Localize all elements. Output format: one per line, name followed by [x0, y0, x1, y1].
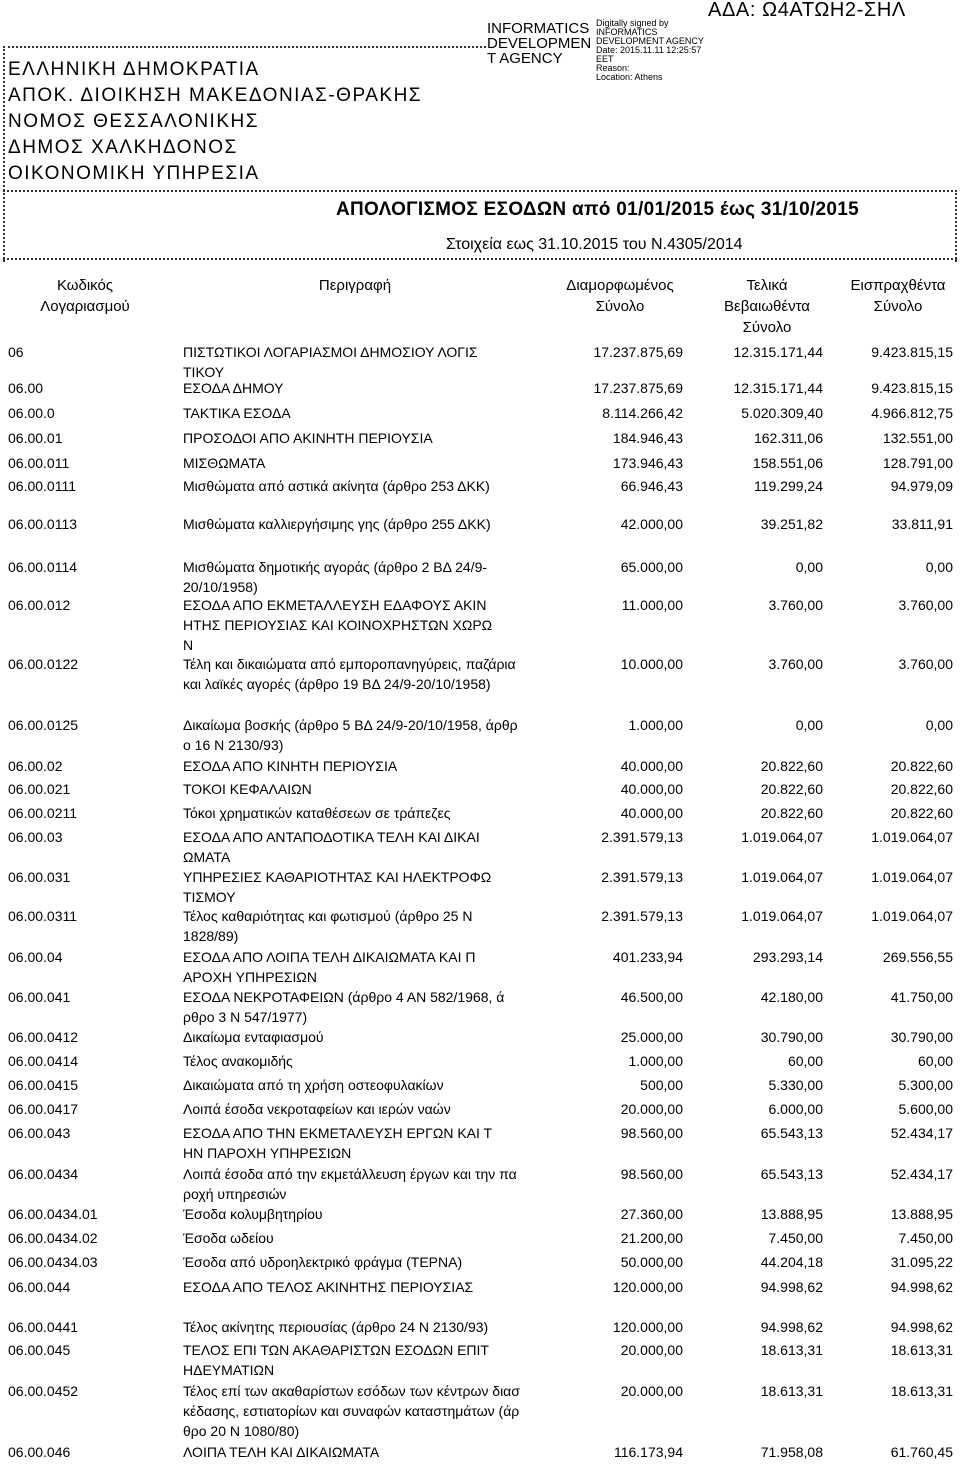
certified-total: 12.315.171,44 — [733, 344, 823, 360]
account-description — [183, 1277, 473, 1297]
table-row — [0, 906, 960, 944]
table-row — [0, 827, 960, 865]
account-code: 06.00.0434.02 — [8, 1230, 98, 1246]
column-header-collected — [851, 275, 946, 317]
budgeted-total: 173.946,43 — [612, 455, 683, 471]
account-code: 06.00.021 — [8, 781, 71, 797]
account-code: 06.00.03 — [8, 829, 63, 845]
account-code: 06.00.01 — [8, 430, 63, 446]
description-line: ρθρο 3 Ν 547/1977) — [183, 1009, 308, 1025]
account-description — [183, 1123, 492, 1163]
budgeted-total: 46.500,00 — [620, 989, 683, 1005]
budgeted-total: 20.000,00 — [620, 1342, 683, 1358]
collected-total: 132.551,00 — [882, 430, 953, 446]
budgeted-total: 17.237.875,69 — [593, 380, 683, 396]
column-header-line: Λογαριασμού — [40, 298, 130, 315]
collected-total: 269.556,55 — [882, 949, 953, 965]
description-line: Ν — [183, 637, 194, 653]
description-line: Δικαίωμα βοσκής (άρθρο 5 ΒΔ 24/9-20/10/1958, άρθρ — [183, 717, 518, 733]
table-row — [0, 428, 960, 448]
account-description — [183, 1228, 274, 1248]
collected-total: 20.822,60 — [890, 758, 953, 774]
certified-total: 65.543,13 — [760, 1125, 823, 1141]
certified-total: 65.543,13 — [760, 1166, 823, 1182]
account-description — [183, 947, 475, 987]
dotted-rule — [3, 258, 957, 260]
budgeted-total: 98.560,00 — [620, 1166, 683, 1182]
budgeted-total: 1.000,00 — [628, 717, 683, 733]
collected-total: 20.822,60 — [890, 805, 953, 821]
account-description — [183, 654, 516, 694]
account-code: 06.00.0434.01 — [8, 1206, 98, 1222]
account-description — [183, 779, 312, 799]
certified-total: 71.958,08 — [760, 1444, 823, 1460]
issuer-line: ΕΛΛΗΝΙΚΗ ΔΗΜΟΚΡΑΤΙΑ — [8, 59, 260, 80]
column-header-line: Βεβαιωθέντα — [724, 298, 810, 315]
account-code: 06.00.0434.03 — [8, 1254, 98, 1270]
account-code: 06.00.0441 — [8, 1319, 79, 1335]
account-description — [183, 1051, 293, 1071]
account-description — [183, 1027, 324, 1047]
table-row — [0, 595, 960, 653]
table-row — [0, 378, 960, 398]
certified-total: 20.822,60 — [760, 781, 823, 797]
account-code: 06.00.012 — [8, 597, 71, 613]
budgeted-total: 10.000,00 — [620, 656, 683, 672]
certified-total: 12.315.171,44 — [733, 380, 823, 396]
signature-signer-line: DEVELOPMEN — [487, 35, 592, 52]
budgeted-total: 65.000,00 — [620, 559, 683, 575]
collected-total: 94.998,62 — [890, 1319, 953, 1335]
signature-detail-line: Location: Athens — [596, 72, 663, 82]
budgeted-total: 20.000,00 — [620, 1383, 683, 1399]
account-code: 06.00.0113 — [8, 516, 78, 532]
table-row — [0, 987, 960, 1025]
account-description — [183, 906, 472, 946]
certified-total: 1.019.064,07 — [741, 869, 823, 885]
certified-total: 18.613,31 — [760, 1383, 823, 1399]
account-description — [183, 476, 490, 496]
certified-total: 20.822,60 — [760, 805, 823, 821]
budgeted-total: 40.000,00 — [620, 805, 683, 821]
description-line: ΕΣΟΔΑ ΑΠΟ ΚΙΝΗΤΗ ΠΕΡΙΟΥΣΙΑ — [183, 758, 398, 774]
certified-total: 20.822,60 — [760, 758, 823, 774]
signature-detail-line: EET — [596, 54, 614, 64]
certified-total: 119.299,24 — [753, 478, 823, 494]
budgeted-total: 2.391.579,13 — [601, 829, 683, 845]
table-row — [0, 1123, 960, 1161]
collected-total: 52.434,17 — [890, 1166, 953, 1182]
collected-total: 5.600,00 — [898, 1101, 953, 1117]
description-line: ΗΔΕΥΜΑΤΙΩΝ — [183, 1362, 275, 1378]
signature-signer-line: INFORMATICS — [487, 20, 590, 37]
column-header-certified — [724, 275, 810, 338]
issuer-line: ΔΗΜΟΣ ΧΑΛΚΗΔΟΝΟΣ — [8, 137, 238, 158]
description-line: ο 16 Ν 2130/93) — [183, 737, 284, 753]
signature-detail-line: Digitally signed by — [596, 18, 669, 28]
account-code: 06.00.044 — [8, 1279, 71, 1295]
ada-identifier: ΑΔΑ: Ω4ΑΤΩΗ2-ΣΗΛ — [708, 0, 906, 21]
table-row — [0, 1027, 960, 1047]
description-line: ΥΠΗΡΕΣΙΕΣ ΚΑΘΑΡΙΟΤΗΤΑΣ ΚΑΙ ΗΛΕΚΤΡΟΦΩ — [183, 869, 492, 885]
account-description — [183, 715, 518, 755]
budgeted-total: 50.000,00 — [620, 1254, 683, 1270]
table-row — [0, 715, 960, 753]
certified-total: 5.330,00 — [768, 1077, 823, 1093]
collected-total: 0,00 — [925, 717, 953, 733]
digital-signature-details — [596, 19, 704, 82]
account-description — [183, 1099, 451, 1119]
table-row — [0, 514, 960, 534]
collected-total: 7.450,00 — [898, 1230, 953, 1246]
budgeted-total: 11.000,00 — [621, 597, 683, 613]
collected-total: 31.095,22 — [890, 1254, 953, 1270]
table-row — [0, 557, 960, 595]
column-header-line: Κωδικός — [56, 277, 114, 294]
collected-total: 128.791,00 — [882, 455, 953, 471]
account-description — [183, 557, 487, 597]
account-code: 06.00.02 — [8, 758, 63, 774]
column-header-line: Εισπραχθέντα — [850, 277, 946, 294]
table-row — [0, 1442, 960, 1462]
budgeted-total: 1.000,00 — [628, 1053, 683, 1069]
account-description — [183, 1381, 520, 1441]
description-line: Έσοδα από υδροηλεκτρικό φράγμα (ΤΕΡΝΑ) — [183, 1254, 463, 1270]
collected-total: 0,00 — [925, 559, 953, 575]
collected-total: 60,00 — [917, 1053, 953, 1069]
table-row — [0, 947, 960, 985]
table-row — [0, 1340, 960, 1378]
column-header-budgeted — [566, 275, 673, 317]
collected-total: 41.750,00 — [890, 989, 953, 1005]
report-title: ΑΠΟΛΟΓΙΣΜΟΣ ΕΣΟΔΩΝ από 01/01/2015 έως 31/10/2015 — [336, 199, 860, 220]
column-header-description — [319, 275, 391, 296]
account-description — [183, 1075, 444, 1095]
description-line: Τέλος καθαριότητας και φωτισμού (άρθρο 25 Ν — [183, 908, 473, 924]
description-line: ΤΟΚΟΙ ΚΕΦΑΛΑΙΩΝ — [183, 781, 312, 797]
collected-total: 33.811,91 — [891, 516, 953, 532]
description-line: Τέλος ακίνητης περιουσίας (άρθρο 24 Ν 2130/93) — [183, 1319, 489, 1335]
description-line: 20/10/1958) — [183, 579, 258, 595]
certified-total: 18.613,31 — [760, 1342, 823, 1358]
certified-total: 6.000,00 — [768, 1101, 823, 1117]
certified-total: 39.251,82 — [760, 516, 823, 532]
collected-total: 52.434,17 — [890, 1125, 953, 1141]
collected-total: 1.019.064,07 — [871, 829, 953, 845]
description-line: ΕΣΟΔΑ ΝΕΚΡΟΤΑΦΕΙΩΝ (άρθρο 4 ΑΝ 582/1968, ά — [183, 989, 505, 1005]
account-code: 06.00.031 — [8, 869, 71, 885]
account-description — [183, 867, 491, 907]
description-line: ΗΤΗΣ ΠΕΡΙΟΥΣΙΑΣ ΚΑΙ ΚΟΙΝΟΧΡΗΣΤΩΝ ΧΩΡΩ — [183, 617, 493, 633]
description-line: ΕΣΟΔΑ ΑΠΟ ΤΗΝ ΕΚΜΕΤΑΛΕΥΣΗ ΕΡΓΩΝ ΚΑΙ Τ — [183, 1125, 493, 1141]
collected-total: 3.760,00 — [898, 597, 953, 613]
description-line: ΗΝ ΠΑΡΟΧΗ ΥΠΗΡΕΣΙΩΝ — [183, 1145, 352, 1161]
account-code: 06.00.0 — [8, 405, 55, 421]
table-row — [0, 654, 960, 692]
account-code: 06.00.041 — [8, 989, 71, 1005]
column-header-line: Σύνολο — [742, 319, 792, 336]
account-description — [183, 1164, 517, 1204]
column-header-line: Διαμορφωμένος — [566, 277, 674, 294]
account-code: 06.00.0122 — [8, 656, 79, 672]
certified-total: 94.998,62 — [760, 1319, 823, 1335]
budgeted-total: 184.946,43 — [612, 430, 683, 446]
dotted-rule — [3, 46, 5, 262]
collected-total: 1.019.064,07 — [871, 908, 953, 924]
account-code: 06.00.0415 — [8, 1077, 79, 1093]
collected-total: 1.019.064,07 — [871, 869, 953, 885]
account-description — [183, 987, 504, 1027]
budgeted-total: 25.000,00 — [620, 1029, 683, 1045]
certified-total: 60,00 — [787, 1053, 823, 1069]
table-row — [0, 1277, 960, 1297]
certified-total: 7.450,00 — [768, 1230, 823, 1246]
dotted-rule — [955, 190, 957, 262]
account-code: 06.00.0114 — [8, 559, 78, 575]
certified-total: 3.760,00 — [768, 656, 823, 672]
description-line: Τόκοι χρηματικών καταθέσεων σε τράπεζες — [183, 805, 451, 821]
collected-total: 5.300,00 — [898, 1077, 953, 1093]
account-code: 06 — [8, 344, 24, 360]
account-code: 06.00.0414 — [8, 1053, 79, 1069]
budgeted-total: 40.000,00 — [620, 781, 683, 797]
description-line: ΛΟΙΠΑ ΤΕΛΗ ΚΑΙ ΔΙΚΑΙΩΜΑΤΑ — [183, 1444, 380, 1460]
digital-signature-signer — [487, 21, 591, 66]
certified-total: 42.180,00 — [760, 989, 823, 1005]
collected-total: 94.979,09 — [890, 478, 953, 494]
budgeted-total: 116.173,94 — [613, 1444, 683, 1460]
dotted-rule — [3, 190, 957, 192]
description-line: θρο 20 Ν 1080/80) — [183, 1423, 300, 1439]
account-description — [183, 428, 433, 448]
description-line: Έσοδα κολυμβητηρίου — [183, 1206, 323, 1222]
description-line: Τέλος επί των ακαθαρίστων εσόδων των κέντρων διασ — [183, 1383, 520, 1399]
account-code: 06.00.0434 — [8, 1166, 79, 1182]
column-header-line: Περιγραφή — [318, 277, 392, 294]
description-line: ΑΡΟΧΗ ΥΠΗΡΕΣΙΩΝ — [183, 969, 318, 985]
certified-total: 94.998,62 — [760, 1279, 823, 1295]
column-header-line: Σύνολο — [595, 298, 645, 315]
description-line: ΜΙΣΘΩΜΑΤΑ — [183, 455, 266, 471]
description-line: Μισθώματα δημοτικής αγοράς (άρθρο 2 ΒΔ 24/9- — [183, 559, 488, 575]
account-code: 06.00 — [8, 380, 44, 396]
account-code: 06.00.0412 — [8, 1029, 79, 1045]
budgeted-total: 21.200,00 — [620, 1230, 683, 1246]
table-row — [0, 803, 960, 823]
table-row — [0, 1228, 960, 1248]
account-code: 06.00.011 — [8, 455, 70, 471]
budgeted-total: 2.391.579,13 — [601, 908, 683, 924]
account-code: 06.00.0311 — [8, 908, 78, 924]
collected-total: 4.966.812,75 — [871, 405, 953, 421]
account-description — [183, 403, 291, 423]
certified-total: 0,00 — [795, 717, 823, 733]
description-line: ΩΜΑΤΑ — [183, 849, 231, 865]
description-line: ροχή υπηρεσιών — [183, 1186, 287, 1202]
table-row — [0, 476, 960, 496]
description-line: ΕΣΟΔΑ ΑΠΟ ΕΚΜΕΤΑΛΛΕΥΣΗ ΕΔΑΦΟΥΣ ΑΚΙΝ — [183, 597, 487, 613]
account-code: 06.00.046 — [8, 1444, 71, 1460]
description-line: και λαϊκές αγορές (άρθρο 19 ΒΔ 24/9-20/10/1958) — [183, 676, 491, 692]
account-description — [183, 1340, 489, 1380]
account-description — [183, 1442, 379, 1462]
description-line: Μισθώματα καλλιεργήσιμης γης (άρθρο 255 ΔΚΚ) — [183, 516, 491, 532]
account-code: 06.00.04 — [8, 949, 63, 965]
description-line: Λοιπά έσοδα νεκροταφείων και ιερών ναών — [183, 1101, 451, 1117]
signature-detail-line: INFORMATICS — [596, 27, 658, 37]
dotted-rule — [3, 46, 486, 48]
description-line: ΠΡΟΣΟΔΟΙ ΑΠΟ ΑΚΙΝΗΤΗ ΠΕΡΙΟΥΣΙΑ — [183, 430, 433, 446]
budgeted-total: 98.560,00 — [620, 1125, 683, 1141]
account-description — [183, 1252, 462, 1272]
description-line: ΠΙΣΤΩΤΙΚΟΙ ΛΟΓΑΡΙΑΣΜΟΙ ΔΗΜΟΣΙΟΥ ΛΟΓΙΣ — [183, 344, 478, 360]
collected-total: 3.760,00 — [898, 656, 953, 672]
budgeted-total: 17.237.875,69 — [593, 344, 683, 360]
collected-total: 18.613,31 — [890, 1383, 953, 1399]
column-header-code — [40, 275, 130, 317]
table-row — [0, 1164, 960, 1202]
account-description — [183, 827, 480, 867]
account-description — [183, 453, 265, 473]
table-row — [0, 1252, 960, 1272]
table-row — [0, 1099, 960, 1119]
budgeted-total: 20.000,00 — [620, 1101, 683, 1117]
collected-total: 61.760,45 — [890, 1444, 953, 1460]
report-subtitle: Στοιχεία εως 31.10.2015 του Ν.4305/2014 — [446, 236, 743, 253]
budgeted-total: 500,00 — [640, 1077, 683, 1093]
table-row — [0, 1317, 960, 1337]
table-row — [0, 342, 960, 380]
description-line: Μισθώματα από αστικά ακίνητα (άρθρο 253 ΔΚΚ) — [183, 478, 490, 494]
description-line: 1828/89) — [183, 928, 239, 944]
table-row — [0, 756, 960, 776]
certified-total: 162.311,06 — [753, 430, 823, 446]
certified-total: 293.293,14 — [752, 949, 823, 965]
collected-total: 18.613,31 — [890, 1342, 953, 1358]
description-line: ΤΙΣΜΟΥ — [183, 889, 236, 905]
description-line: ΕΣΟΔΑ ΑΠΟ ΛΟΙΠΑ ΤΕΛΗ ΔΙΚΑΙΩΜΑΤΑ ΚΑΙ Π — [183, 949, 476, 965]
account-code: 06.00.043 — [8, 1125, 71, 1141]
budgeted-total: 120.000,00 — [612, 1319, 683, 1335]
table-row — [0, 1075, 960, 1095]
budgeted-total: 66.946,43 — [620, 478, 683, 494]
collected-total: 94.998,62 — [890, 1279, 953, 1295]
description-line: ΤΙΚΟΥ — [183, 364, 225, 380]
signature-detail-line: Reason: — [596, 63, 630, 73]
account-code: 06.00.0417 — [8, 1101, 79, 1117]
account-description — [183, 514, 491, 534]
collected-total: 30.790,00 — [890, 1029, 953, 1045]
certified-total: 3.760,00 — [768, 597, 823, 613]
budgeted-total: 120.000,00 — [612, 1279, 683, 1295]
budgeted-total: 42.000,00 — [620, 516, 683, 532]
budgeted-total: 2.391.579,13 — [601, 869, 683, 885]
description-line: Τέλος ανακομιδής — [183, 1053, 293, 1069]
description-line: ΕΣΟΔΑ ΑΠΟ ΑΝΤΑΠΟΔΟΤΙΚΑ ΤΕΛΗ ΚΑΙ ΔΙΚΑΙ — [183, 829, 480, 845]
collected-total: 20.822,60 — [890, 781, 953, 797]
issuer-line: ΑΠΟΚ. ΔΙΟΙΚΗΣΗ ΜΑΚΕΔΟΝΙΑΣ-ΘΡΑΚΗΣ — [8, 85, 423, 106]
table-row — [0, 1204, 960, 1224]
account-code: 06.00.045 — [8, 1342, 71, 1358]
account-description — [183, 1317, 488, 1337]
signature-signer-line: T AGENCY — [487, 50, 563, 67]
certified-total: 5.020.309,40 — [741, 405, 823, 421]
column-header-line: Τελικά — [746, 277, 788, 294]
table-row — [0, 403, 960, 423]
account-description — [183, 595, 492, 655]
account-code: 06.00.0111 — [8, 478, 76, 494]
description-line: ΕΣΟΔΑ ΑΠΟ ΤΕΛΟΣ ΑΚΙΝΗΤΗΣ ΠΕΡΙΟΥΣΙΑΣ — [183, 1279, 474, 1295]
description-line: ΤΕΛΟΣ ΕΠΙ ΤΩΝ ΑΚΑΘΑΡΙΣΤΩΝ ΕΣΟΔΩΝ ΕΠΙΤ — [183, 1342, 489, 1358]
certified-total: 0,00 — [795, 559, 823, 575]
collected-total: 9.423.815,15 — [871, 380, 953, 396]
description-line: Έσοδα ωδείου — [183, 1230, 274, 1246]
signature-detail-line: Date: 2015.11.11 12:25:57 — [596, 45, 702, 55]
description-line: Λοιπά έσοδα από την εκμετάλλευση έργων και την πα — [183, 1166, 517, 1182]
table-row — [0, 867, 960, 905]
table-row — [0, 1051, 960, 1071]
account-description — [183, 378, 284, 398]
account-description — [183, 803, 450, 823]
description-line: Δικαίωμα ενταφιασμού — [183, 1029, 324, 1045]
description-line: Δικαιώματα από τη χρήση οστεοφυλακίων — [183, 1077, 444, 1093]
account-code: 06.00.0211 — [8, 805, 78, 821]
table-row — [0, 1381, 960, 1439]
collected-total: 13.888,95 — [890, 1206, 953, 1222]
certified-total: 1.019.064,07 — [741, 829, 823, 845]
budgeted-total: 27.360,00 — [620, 1206, 683, 1222]
collected-total: 9.423.815,15 — [871, 344, 953, 360]
account-code: 06.00.0125 — [8, 717, 79, 733]
description-line: Τέλη και δικαιώματα από εμποροπανηγύρεις, παζάρια — [183, 656, 516, 672]
table-row — [0, 779, 960, 799]
issuer-line: ΝΟΜΟΣ ΘΕΣΣΑΛΟΝΙΚΗΣ — [8, 111, 259, 132]
account-description — [183, 1204, 323, 1224]
certified-total: 30.790,00 — [760, 1029, 823, 1045]
issuing-authority — [8, 57, 422, 187]
certified-total: 44.204,18 — [760, 1254, 823, 1270]
column-header-line: Σύνολο — [873, 298, 923, 315]
account-description — [183, 342, 478, 382]
certified-total: 13.888,95 — [760, 1206, 823, 1222]
account-code: 06.00.0452 — [8, 1383, 79, 1399]
budgeted-total: 40.000,00 — [620, 758, 683, 774]
certified-total: 1.019.064,07 — [741, 908, 823, 924]
signature-detail-line: DEVELOPMENT AGENCY — [596, 36, 704, 46]
table-row — [0, 453, 960, 473]
certified-total: 158.551,06 — [752, 455, 823, 471]
description-line: ΤΑΚΤΙΚΑ ΕΣΟΔΑ — [183, 405, 291, 421]
description-line: κέδασης, εστιατορίων και συναφών καταστημάτων (άρ — [183, 1403, 520, 1419]
account-description — [183, 756, 397, 776]
budgeted-total: 8.114.266,42 — [602, 405, 683, 421]
issuer-line: ΟΙΚΟΝΟΜΙΚΗ ΥΠΗΡΕΣΙΑ — [8, 163, 260, 184]
description-line: ΕΣΟΔΑ ΔΗΜΟΥ — [183, 380, 284, 396]
budgeted-total: 401.233,94 — [612, 949, 683, 965]
